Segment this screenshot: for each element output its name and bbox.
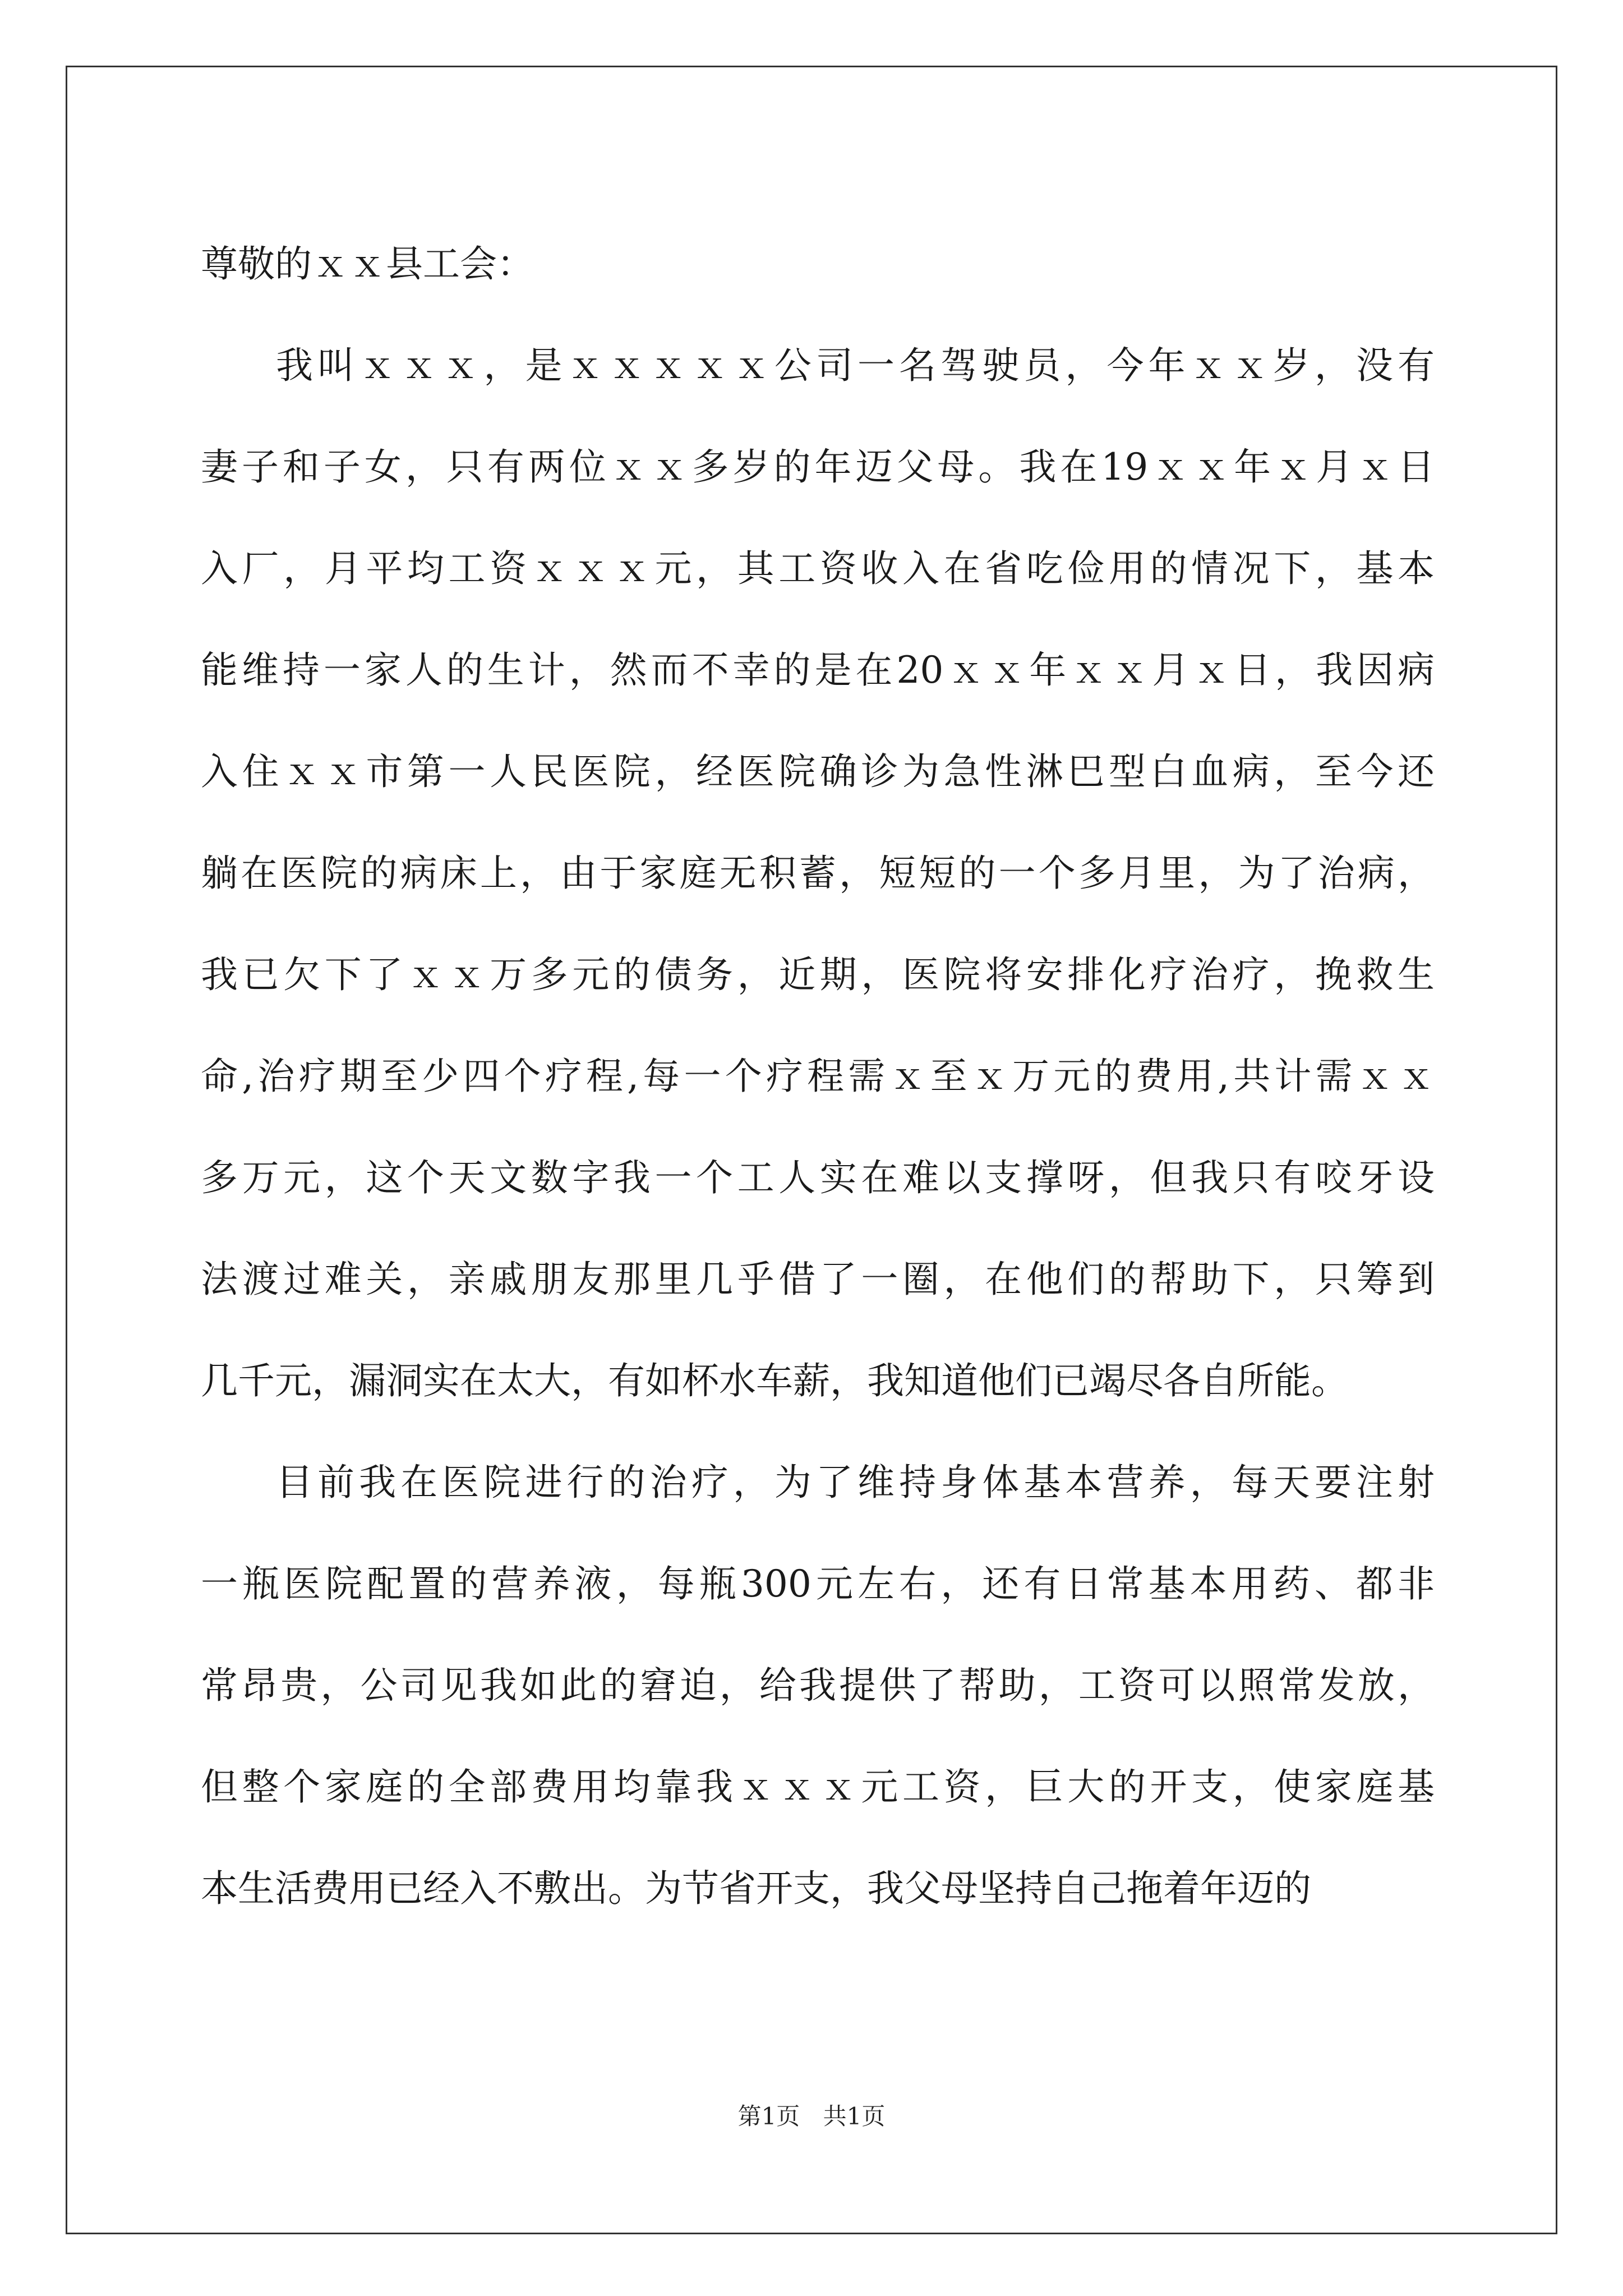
paragraph-1-line-3: 入厂，月平均工资ｘｘｘ元，其工资收入在省吃俭用的情况下，基本 [201,547,1435,590]
paragraph-1-line-10: 法渡过难关，亲戚朋友那里几乎借了一圈，在他们的帮助下，只筹到 [201,1258,1435,1301]
paragraph-1-line-11: 几千元，漏洞实在太大，有如杯水车薪，我知道他们已竭尽各自所能。 [201,1359,1348,1402]
paragraph-2-line-3: 常昂贵，公司见我如此的窘迫，给我提供了帮助，工资可以照常发放， [201,1664,1435,1707]
paragraph-2-line-1: 目前我在医院进行的治疗，为了维持身体基本营养，每天要注射 [276,1461,1435,1504]
paragraph-2-line-5: 本生活费用已经入不敷出。为节省开支，我父母坚持自己拖着年迈的 [201,1867,1311,1910]
page-number: 第1页 [737,2102,800,2130]
paragraph-1-line-9: 多万元，这个天文数字我一个工人实在难以支撑呀，但我只有咬牙设 [201,1156,1435,1199]
paragraph-1-line-1: 我叫ｘｘｘ，是ｘｘｘｘｘ公司一名驾驶员，今年ｘｘ岁，没有 [276,344,1435,387]
paragraph-1-line-2: 妻子和子女，只有两位ｘｘ多岁的年迈父母。我在19ｘｘ年ｘ月ｘ日 [201,445,1435,489]
paragraph-2-line-2: 一瓶医院配置的营养液，每瓶300元左右，还有日常基本用药、都非 [201,1562,1435,1605]
paragraph-1-line-8: 命,治疗期至少四个疗程,每一个疗程需ｘ至ｘ万元的费用,共计需ｘｘ [201,1055,1435,1098]
paragraph-2-line-4: 但整个家庭的全部费用均靠我ｘｘｘ元工资，巨大的开支，使家庭基 [201,1765,1435,1809]
paragraph-1-line-7: 我已欠下了ｘｘ万多元的债务，近期，医院将安排化疗治疗，挽救生 [201,953,1435,996]
salutation: 尊敬的ｘｘ县工会： [201,242,534,286]
letter-body [201,213,1435,1939]
paragraph-1-line-5: 入住ｘｘ市第一人民医院，经医院确诊为急性淋巴型白血病，至今还 [201,750,1435,793]
paragraph-1-line-6: 躺在医院的病床上，由于家庭无积蓄，短短的一个多月里，为了治病， [201,852,1435,895]
paragraph-1-line-4: 能维持一家人的生计，然而不幸的是在20ｘｘ年ｘｘ月ｘ日，我因病 [201,648,1435,692]
page-total: 共1页 [823,2102,886,2130]
page-footer [0,2098,1623,2132]
